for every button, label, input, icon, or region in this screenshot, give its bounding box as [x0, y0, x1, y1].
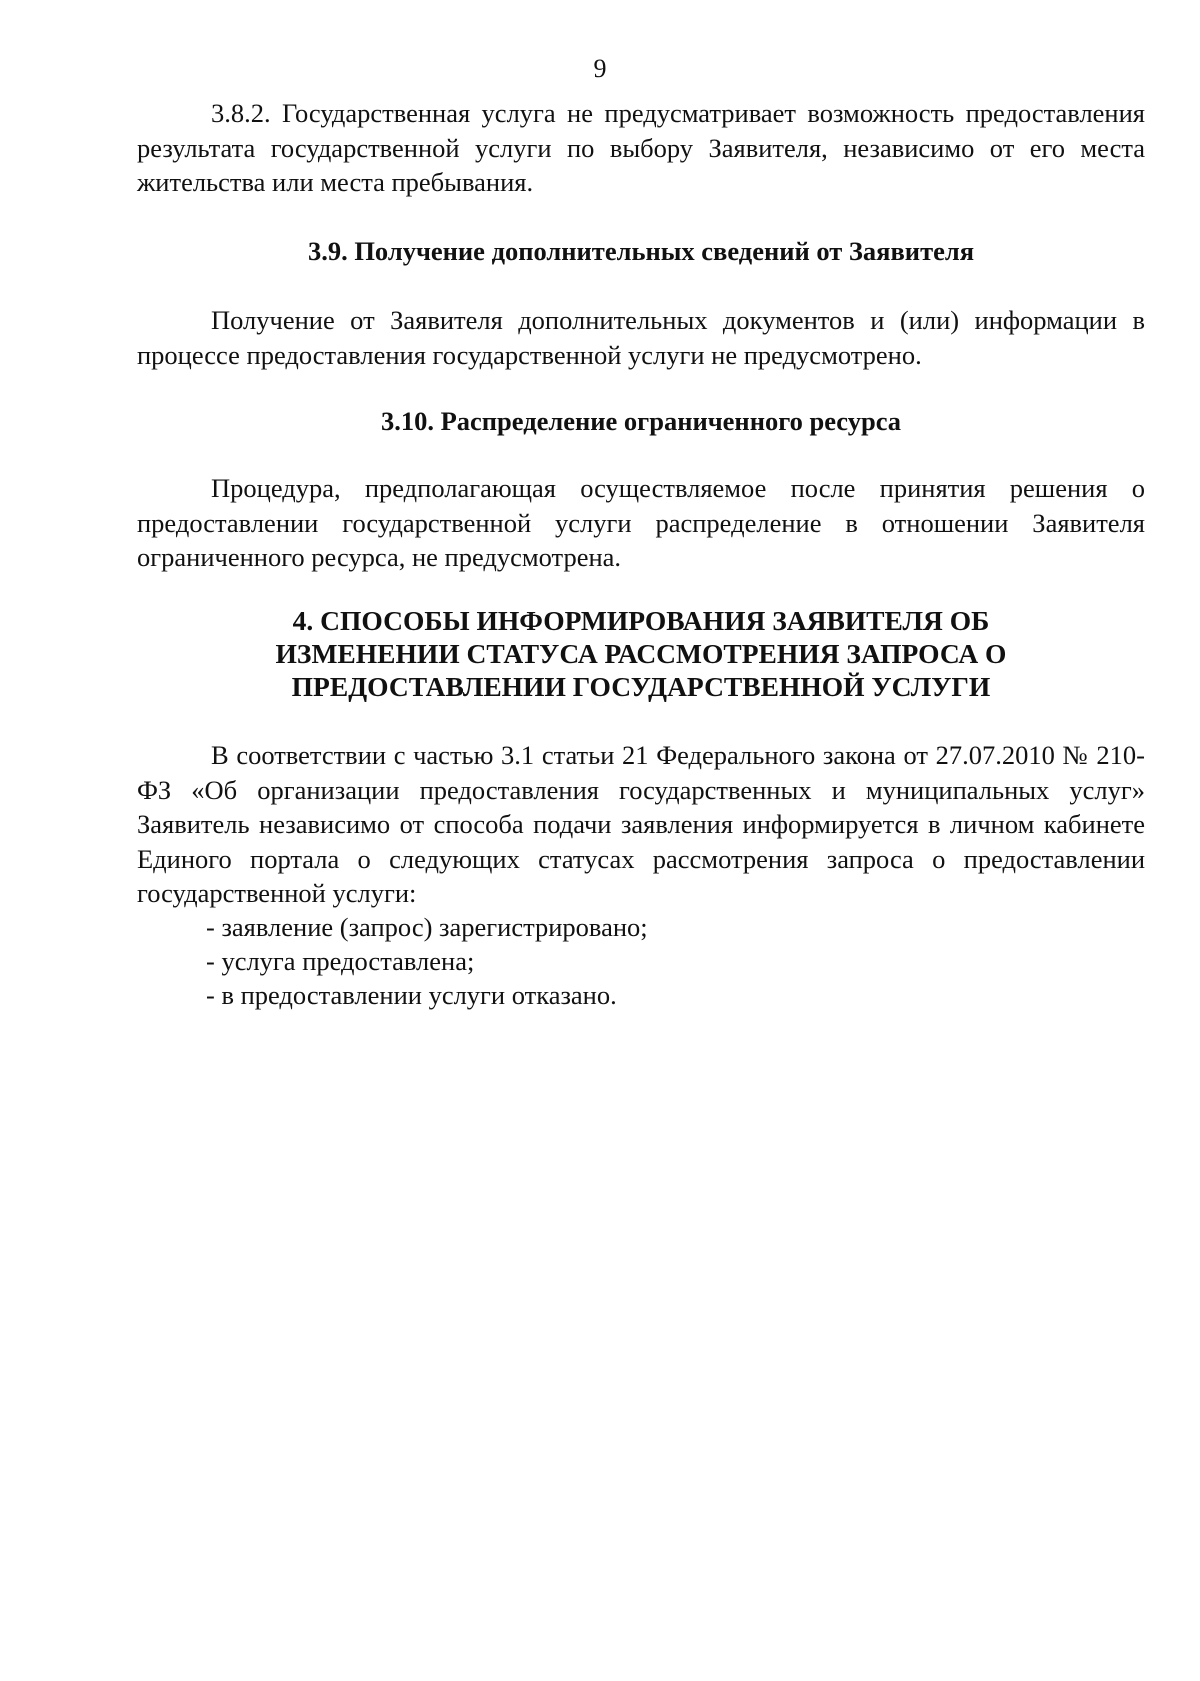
status-list-item: - заявление (запрос) зарегистрировано;	[206, 912, 648, 942]
paragraph-3-9: Получение от Заявителя дополнительных документов и (или) информации в процессе предоставления государственной услуги не предусмотрено.	[137, 305, 1145, 370]
status-list-item: - услуга предоставлена;	[206, 946, 475, 976]
heading-4	[137, 604, 1145, 703]
heading-3-10: 3.10. Распределение ограниченного ресурса	[380, 406, 902, 436]
paragraph-4: В соответствии с частью 3.1 статьи 21 Федерального закона от 27.07.2010 № 210-ФЗ «Об организации предоставления государственных и муниципальных услуг» Заявитель независимо от способа подачи заявления информируется в личном кабинете Единого портала о следующих статусах рассмотрения запроса о предоставлении государственной услуги:	[137, 740, 1145, 908]
status-list-item: - в предоставлении услуги отказано.	[206, 980, 617, 1010]
heading-3-9: 3.9. Получение дополнительных сведений от Заявителя	[307, 236, 975, 266]
page-number: 9	[593, 54, 607, 83]
paragraph-3-10-block	[137, 471, 1145, 575]
heading-4-line-2: ИЗМЕНЕНИИ СТАТУСА РАССМОТРЕНИЯ ЗАПРОСА О	[275, 638, 1007, 669]
heading-4-line-3: ПРЕДОСТАВЛЕНИИ ГОСУДАРСТВЕННОЙ УСЛУГИ	[291, 671, 991, 702]
paragraph-4-block	[137, 738, 1145, 911]
paragraph-3-8-2-block	[137, 96, 1145, 200]
status-list	[206, 910, 1146, 1012]
paragraph-3-8-2: 3.8.2. Государственная услуга не предусматривает возможность предоставления результата государственной услуги по выбору Заявителя, независимо от его места жительства или места пребывания.	[137, 98, 1145, 197]
paragraph-3-10: Процедура, предполагающая осуществляемое после принятия решения о предоставлении государственной услуги распределение в отношении Заявителя ограниченного ресурса, не предусмотрена.	[137, 473, 1145, 572]
paragraph-3-9-block	[137, 303, 1145, 372]
heading-4-line-1: 4. СПОСОБЫ ИНФОРМИРОВАНИЯ ЗАЯВИТЕЛЯ ОБ	[292, 605, 990, 636]
